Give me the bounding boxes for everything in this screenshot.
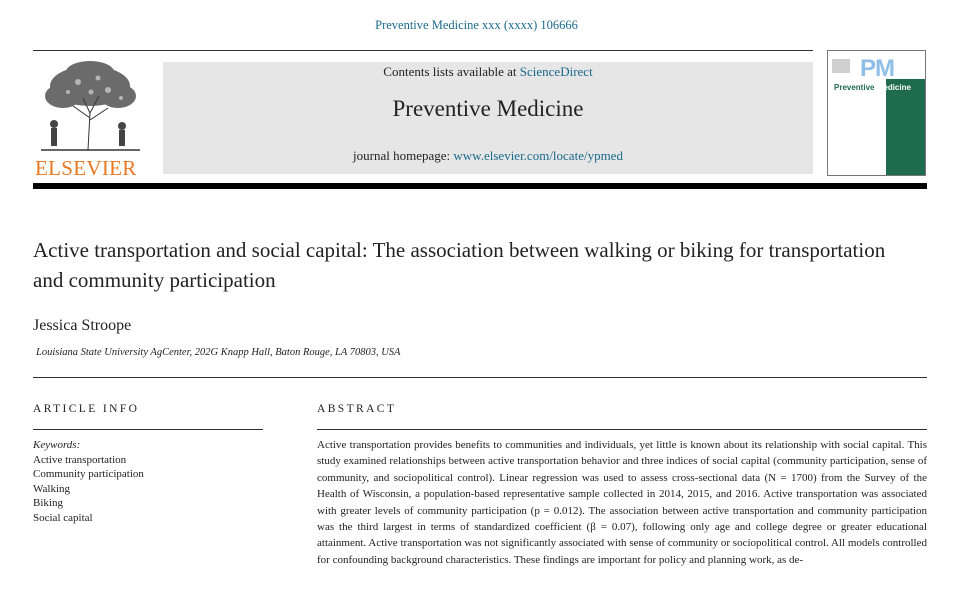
elsevier-wordmark: ELSEVIER <box>35 156 137 180</box>
keyword-item: Active transportation <box>33 453 127 466</box>
title-divider <box>33 377 927 378</box>
author-name[interactable]: Jessica Stroope <box>33 317 132 334</box>
journal-cover[interactable] <box>827 50 926 176</box>
header-divider <box>33 50 813 51</box>
article-info-heading: ARTICLE INFO <box>33 403 140 415</box>
cover-monogram: PM <box>860 55 894 82</box>
keyword-item: Community participation <box>33 468 144 481</box>
journal-homepage-link[interactable]: www.elsevier.com/locate/ypmed <box>453 148 623 163</box>
contents-prefix: Contents lists available at <box>383 64 520 79</box>
article-info-divider <box>33 429 263 430</box>
elsevier-tree-icon <box>33 58 148 154</box>
elsevier-logo[interactable] <box>33 58 148 180</box>
cover-title <box>834 83 911 92</box>
keyword-item: Biking <box>33 497 63 510</box>
journal-banner <box>163 62 813 174</box>
abstract-body: Active transportation provides benefits to communities and individuals, yet little is known about its relationship with social capital. This study examined relationships between active transportation behavior and three indices of social capital (community participation, sense of community, and sociopolitical control). Linear regression was used to assess cross-sectional data (N = 1700) from the Survey of the Health of Wisconsin, a population-based representative sample collected in 2014, 2015, and 2016. Active transportation was associated with greater levels of community participation (p = 0.012). The association between active transportation and community participation was the third largest in terms of standardized coefficient (β = 0.07), following only age and college degree or greater educational attainment. Active transportation was not significantly associated with sense of community or sociopolitical control. All models controlled for confounding background characteristics. These findings are important for policy and planning work, as de- <box>317 439 927 566</box>
author-affiliation: Louisiana State University AgCenter, 202G Knapp Hall, Baton Rouge, LA 70803, USA <box>36 347 401 358</box>
cover-white-panel <box>828 79 886 175</box>
cover-publisher-icon <box>832 59 850 73</box>
sciencedirect-link[interactable]: ScienceDirect <box>519 64 593 79</box>
contents-line <box>163 64 813 80</box>
cover-title-medicine: Medicine <box>876 83 911 92</box>
keywords-label: Keywords: <box>33 439 81 451</box>
keyword-item: Social capital <box>33 511 93 524</box>
keywords-block <box>33 438 144 526</box>
journal-name: Preventive Medicine <box>392 96 584 121</box>
article-title: Active transportation and social capital: The association between walking or biking for transportation and community participation <box>33 238 886 292</box>
abstract-divider <box>317 429 927 430</box>
journal-citation[interactable]: Preventive Medicine xxx (xxxx) 106666 <box>375 18 578 32</box>
homepage-prefix: journal homepage: <box>353 148 454 163</box>
header-thick-divider <box>33 183 927 189</box>
keyword-item: Walking <box>33 482 70 495</box>
abstract-heading: ABSTRACT <box>317 403 397 415</box>
homepage-line <box>163 148 813 164</box>
cover-title-pre: Preventive <box>834 83 877 92</box>
